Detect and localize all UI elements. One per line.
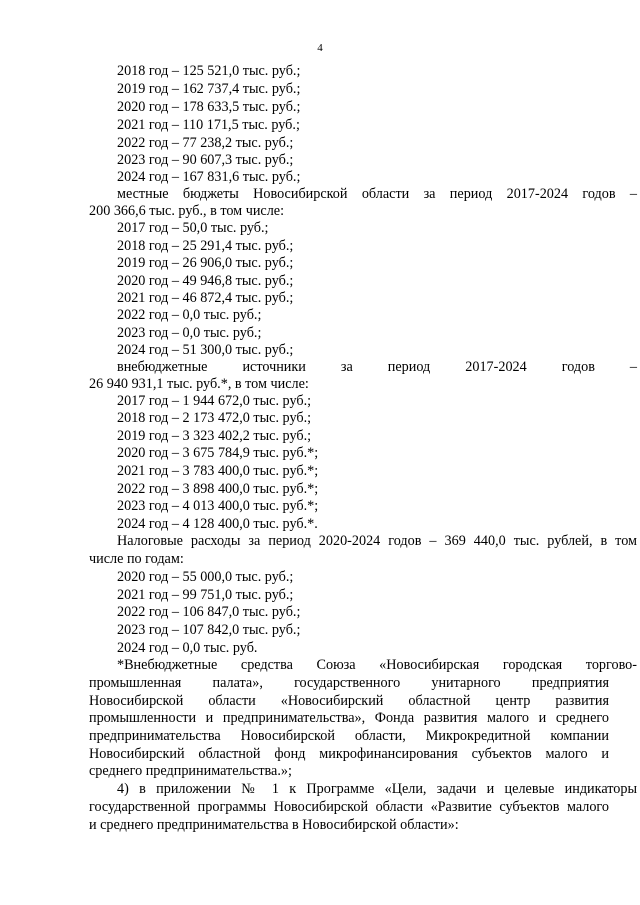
text-line: 4) в приложении № 1 к Программе «Цели, задачи и целевые индикаторы [117,781,637,797]
text-line: местные бюджеты Новосибирской области за период 2017-2024 годов – [117,186,637,202]
text-line: 2019 год – 162 737,4 тыс. руб.; [117,81,301,97]
text-line: 2017 год – 1 944 672,0 тыс. руб.; [117,393,312,409]
text-line: 2023 год – 4 013 400,0 тыс. руб.*; [117,498,319,514]
text-line: 2018 год – 125 521,0 тыс. руб.; [117,63,301,79]
text-line: 2021 год – 110 171,5 тыс. руб.; [117,117,300,133]
text-line: внебюджетные источники за период 2017-2024 годов – [117,359,637,375]
text-line: Налоговые расходы за период 2020-2024 годов – 369 440,0 тыс. рублей, в том [117,533,637,549]
text-line: 2020 год – 55 000,0 тыс. руб.; [117,569,294,585]
text-line: 2023 год – 0,0 тыс. руб.; [117,325,262,341]
text-line: промышленности и предпринимательства», Фонда развития малого и среднего [89,710,609,726]
text-line: Новосибирской области «Новосибирский областной центр развития [89,693,609,709]
text-line: 2023 год – 90 607,3 тыс. руб.; [117,152,294,168]
text-line: 2019 год – 26 906,0 тыс. руб.; [117,255,294,271]
text-line: Новосибирский областной фонд микрофинансирования субъектов малого и [89,746,609,762]
text-line: 2022 год – 77 238,2 тыс. руб.; [117,135,294,151]
text-line: промышленная палата», государственного унитарного предприятия [89,675,609,691]
text-line: 2017 год – 50,0 тыс. руб.; [117,220,269,236]
text-line: 2024 год – 0,0 тыс. руб. [117,640,258,656]
text-line: 2022 год – 106 847,0 тыс. руб.; [117,604,301,620]
text-line: 2018 год – 25 291,4 тыс. руб.; [117,238,294,254]
page-number: 4 [317,42,323,54]
text-line: среднего предпринимательства.»; [89,763,292,779]
text-line: 2020 год – 178 633,5 тыс. руб.; [117,99,301,115]
text-line: 2022 год – 0,0 тыс. руб.; [117,307,262,323]
text-line: 2023 год – 107 842,0 тыс. руб.; [117,622,301,638]
text-line: 2022 год – 3 898 400,0 тыс. руб.*; [117,481,319,497]
text-line: *Внебюджетные средства Союза «Новосибирская городская торгово- [117,657,637,673]
text-line: 2021 год – 46 872,4 тыс. руб.; [117,290,294,306]
text-line: 2021 год – 99 751,0 тыс. руб.; [117,587,294,603]
text-line: 2020 год – 3 675 784,9 тыс. руб.*; [117,445,319,461]
text-line: 2024 год – 51 300,0 тыс. руб.; [117,342,294,358]
text-line: предпринимательства Новосибирской области, Микрокредитной компании [89,728,609,744]
text-line: и среднего предпринимательства в Новосибирской области»: [89,817,459,833]
text-line: числе по годам: [89,551,184,567]
text-line: государственной программы Новосибирской области «Развитие субъектов малого [89,799,609,815]
text-line: 2020 год – 49 946,8 тыс. руб.; [117,273,294,289]
text-line: 2021 год – 3 783 400,0 тыс. руб.*; [117,463,319,479]
text-line: 2024 год – 4 128 400,0 тыс. руб.*. [117,516,318,532]
text-line: 2024 год – 167 831,6 тыс. руб.; [117,169,301,185]
text-line: 2018 год – 2 173 472,0 тыс. руб.; [117,410,312,426]
text-line: 2019 год – 3 323 402,2 тыс. руб.; [117,428,312,444]
text-line: 200 366,6 тыс. руб., в том числе: [89,203,285,219]
text-line: 26 940 931,1 тыс. руб.*, в том числе: [89,376,309,392]
